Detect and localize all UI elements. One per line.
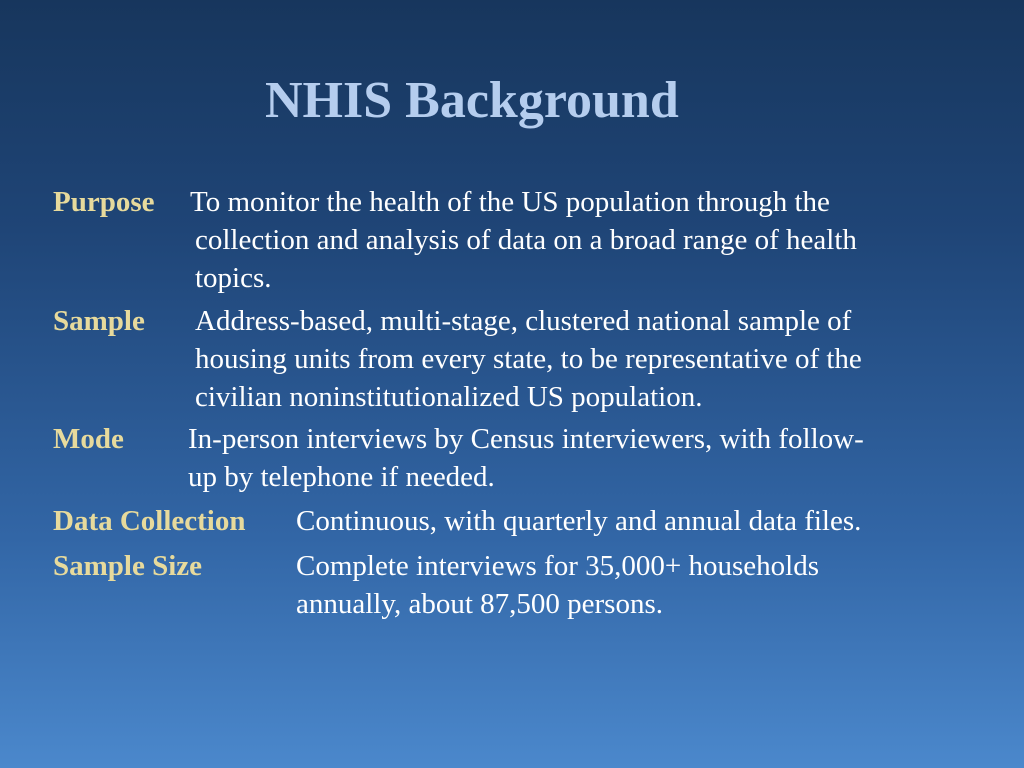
desc-line: In-person interviews by Census interviewers, with follow- (188, 423, 864, 455)
desc-line: Complete interviews for 35,000+ households (296, 550, 819, 582)
desc-line: annually, about 87,500 persons. (296, 588, 664, 620)
desc-sample-size (296, 547, 819, 623)
desc-line: collection and analysis of data on a broad range of health (195, 224, 857, 256)
slide-title: NHIS Background (265, 72, 679, 129)
desc-line: up by telephone if needed. (188, 461, 495, 493)
desc-line: To monitor the health of the US population through the (190, 186, 830, 218)
desc-data-collection (296, 502, 861, 540)
desc-line: Address-based, multi-stage, clustered national sample of (195, 305, 852, 337)
desc-line: housing units from every state, to be representative of the (195, 343, 862, 375)
label-sample-size: Sample Size (53, 550, 203, 582)
desc-sample (195, 302, 862, 416)
desc-line: Continuous, with quarterly and annual data files. (296, 505, 862, 537)
label-data-collection: Data Collection (53, 505, 246, 537)
label-mode: Mode (53, 423, 124, 455)
desc-line: topics. (195, 262, 272, 294)
desc-mode (188, 420, 864, 496)
desc-purpose (190, 183, 857, 297)
label-purpose: Purpose (53, 186, 155, 218)
desc-line: civilian noninstitutionalized US population. (195, 381, 703, 413)
label-sample: Sample (53, 305, 145, 337)
